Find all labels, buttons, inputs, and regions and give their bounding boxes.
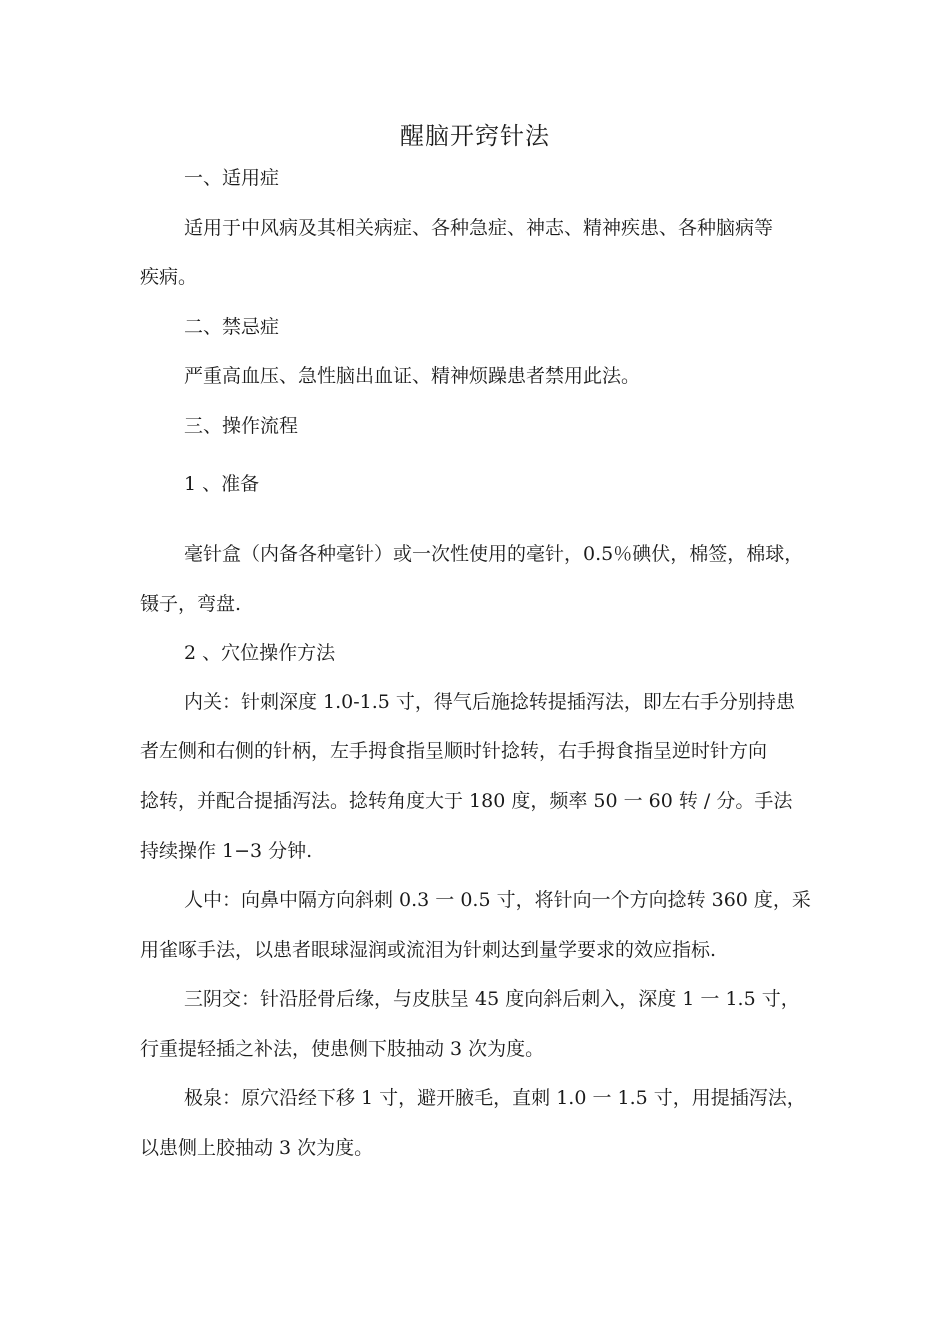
subheading-acupoint-method: 2 、穴位操作方法 — [184, 642, 336, 664]
sanyinjiao-text-line-2: 行重提轻插之补法，使患侧下肢抽动 3 次为度。 — [140, 1038, 545, 1060]
renzhong-text-line-1: 人中：向鼻中隔方向斜刺 0.3 一 0.5 寸，将针向一个方向捻转 360 度，采 — [184, 889, 811, 911]
jiquan-text-line-2: 以患侧上胶抽动 3 次为度。 — [140, 1137, 374, 1159]
preparation-text-line-2: 镊子，弯盘. — [140, 593, 242, 615]
preparation-text-line-1: 毫针盒（内备各种毫针）或一次性使用的毫针，0.5％碘伏，棉签，棉球， — [184, 543, 804, 565]
jiquan-text-line-1: 极泉：原穴沿经下移 1 寸，避开腋毛，直刺 1.0 一 1.5 寸，用提插泻法， — [184, 1087, 806, 1109]
indications-text-line-1: 适用于中风病及其相关病症、各种急症、神志、精神疾患、各种脑病等 — [184, 217, 774, 239]
section-heading-contraindications: 二、禁忌症 — [184, 316, 280, 338]
neiguan-text-line-4: 持续操作 1−3 分钟. — [140, 840, 313, 862]
contraindications-text: 严重高血压、急性脑出血证、精神烦躁患者禁用此法。 — [184, 365, 641, 387]
renzhong-text-line-2: 用雀啄手法，以患者眼球湿润或流泪为针刺达到量学要求的效应指标. — [140, 939, 717, 961]
document-title: 醒脑开窍针法 — [400, 122, 550, 150]
section-heading-indications: 一、适用症 — [184, 167, 280, 189]
subheading-preparation: 1 、准备 — [184, 473, 260, 495]
section-heading-procedure: 三、操作流程 — [184, 415, 299, 437]
neiguan-text-line-2: 者左侧和右侧的针柄，左手拇食指呈顺时针捻转，右手拇食指呈逆时针方向 — [140, 740, 768, 762]
indications-text-line-2: 疾病。 — [140, 266, 198, 288]
neiguan-text-line-1: 内关：针刺深度 1.0-1.5 寸，得气后施捻转提插泻法，即左右手分别持患 — [184, 691, 795, 713]
neiguan-text-line-3: 捻转，并配合提插泻法。捻转角度大于 180 度，频率 50 一 60 转 / 分。手法 — [140, 790, 793, 812]
sanyinjiao-text-line-1: 三阴交：针沿胫骨后缘，与皮肤呈 45 度向斜后刺入，深度 1 一 1.5 寸， — [184, 988, 800, 1010]
